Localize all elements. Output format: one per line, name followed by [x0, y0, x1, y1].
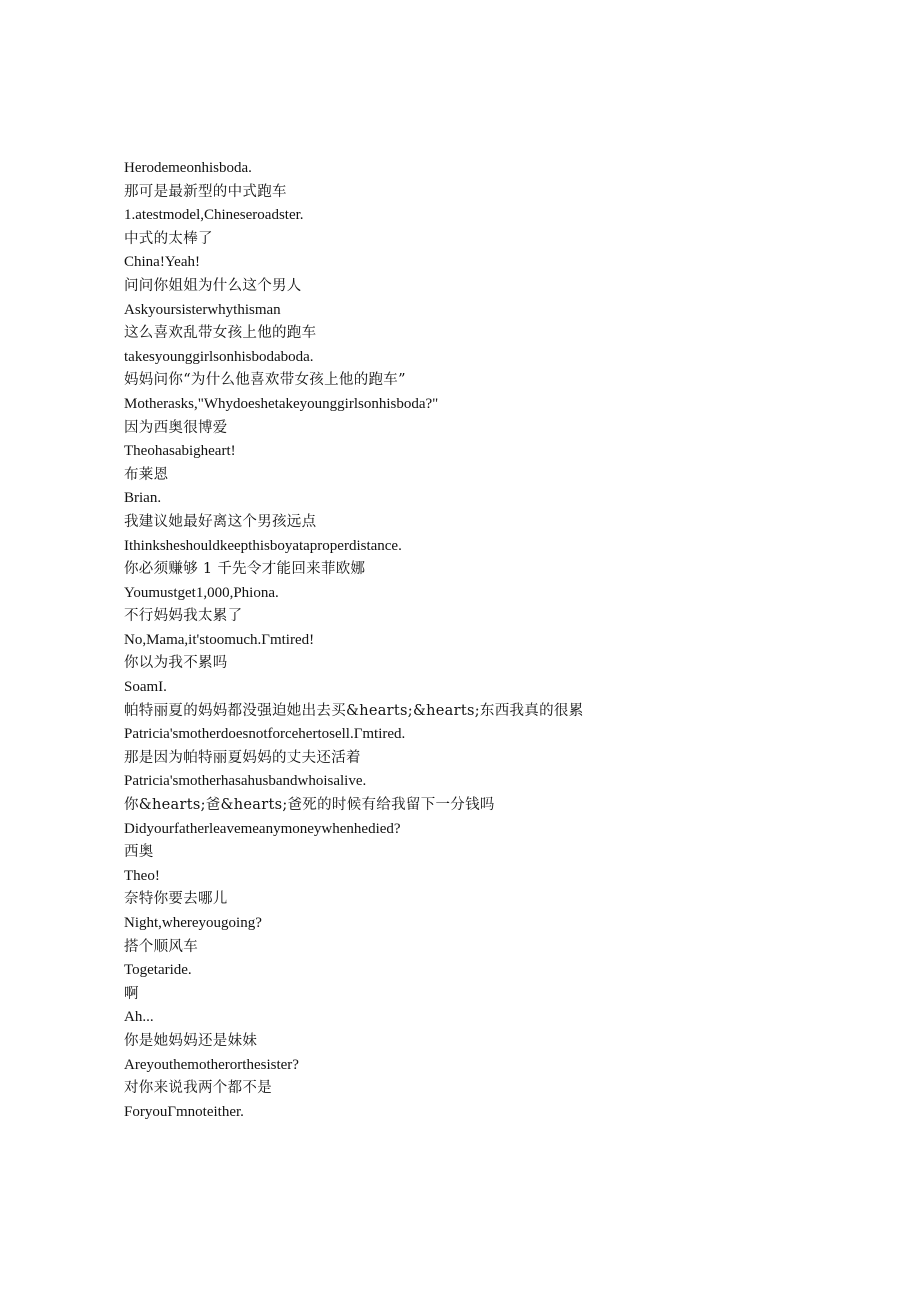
chinese-subtitle-line: 因为西奥很博爱	[124, 419, 228, 436]
english-subtitle-line: Motherasks,"Whydoeshetakeyounggirlsonhisboda?"	[124, 395, 439, 412]
english-subtitle-line: Theo!	[124, 867, 160, 884]
english-subtitle-line: Herodemeonhisboda.	[124, 160, 252, 176]
chinese-subtitle-line: 你是她妈妈还是妹妹	[124, 1032, 258, 1049]
subtitle-transcript	[124, 157, 844, 1124]
chinese-subtitle-line: 你以为我不累吗	[124, 655, 228, 672]
chinese-subtitle-line: 帕特丽夏的妈妈都没强迫她出去买&hearts;&hearts;东西我真的很累	[124, 702, 584, 719]
chinese-subtitle-line: 你必须赚够 1 千先令才能回来菲欧娜	[124, 561, 366, 578]
english-subtitle-line: Brian.	[124, 490, 162, 507]
english-subtitle-line: Youmustget1,000,Phiona.	[124, 584, 279, 601]
chinese-subtitle-line: 啊	[124, 985, 139, 1002]
chinese-subtitle-line: 你&hearts;爸&hearts;爸死的时候有给我留下一分钱吗	[124, 797, 495, 814]
english-subtitle-line: Askyoursisterwhythisman	[124, 301, 281, 318]
chinese-subtitle-line: 问问你姐姐为什么这个男人	[124, 277, 302, 294]
english-subtitle-line: No,Mama,it'stoomuch.Γmtired!	[124, 631, 315, 648]
english-subtitle-line: 1.atestmodel,Chineseroadster.	[124, 207, 304, 224]
chinese-subtitle-line: 我建议她最好离这个男孩远点	[124, 513, 317, 530]
english-subtitle-line: Ah...	[124, 1009, 154, 1026]
english-subtitle-line: Togetaride.	[124, 962, 192, 979]
chinese-subtitle-line: 搭个顺风车	[124, 938, 198, 955]
chinese-subtitle-line: 西奥	[124, 844, 154, 861]
english-subtitle-line: Theohasabigheart!	[124, 443, 236, 460]
english-subtitle-line: Patricia'smotherhasahusbandwhoisalive.	[124, 773, 367, 790]
chinese-subtitle-line: 那是因为帕特丽夏妈妈的丈夫还活着	[124, 749, 361, 766]
english-subtitle-line: Ithinksheshouldkeepthisboyataproperdistance.	[124, 537, 402, 554]
chinese-subtitle-line: 对你来说我两个都不是	[124, 1080, 272, 1097]
english-subtitle-line: Patricia'smotherdoesnotforcehertosell.Γmtired.	[124, 726, 406, 743]
chinese-subtitle-line: 妈妈问你“为什么他喜欢带女孩上他的跑车”	[124, 372, 406, 389]
chinese-subtitle-line: 中式的太棒了	[124, 230, 213, 247]
english-subtitle-line: Didyourfatherleavemeanymoneywhenhedied?	[124, 820, 401, 837]
chinese-subtitle-line: 不行妈妈我太累了	[124, 608, 243, 625]
english-subtitle-line: takesyounggirlsonhisbodaboda.	[124, 348, 314, 365]
english-subtitle-line: SoamI.	[124, 679, 167, 696]
english-subtitle-line: Night,whereyougoing?	[124, 915, 262, 931]
english-subtitle-line: Areyouthemotherorthesister?	[124, 1056, 299, 1073]
chinese-subtitle-line: 那可是最新型的中式跑车	[124, 183, 287, 200]
chinese-subtitle-line: 这么喜欢乱带女孩上他的跑车	[124, 325, 317, 342]
chinese-subtitle-line: 奈特你要去哪儿	[124, 891, 228, 908]
chinese-subtitle-line: 布莱恩	[124, 466, 169, 483]
english-subtitle-line: ForyouΓmnoteither.	[124, 1103, 244, 1120]
english-subtitle-line: China!Yeah!	[124, 254, 200, 271]
